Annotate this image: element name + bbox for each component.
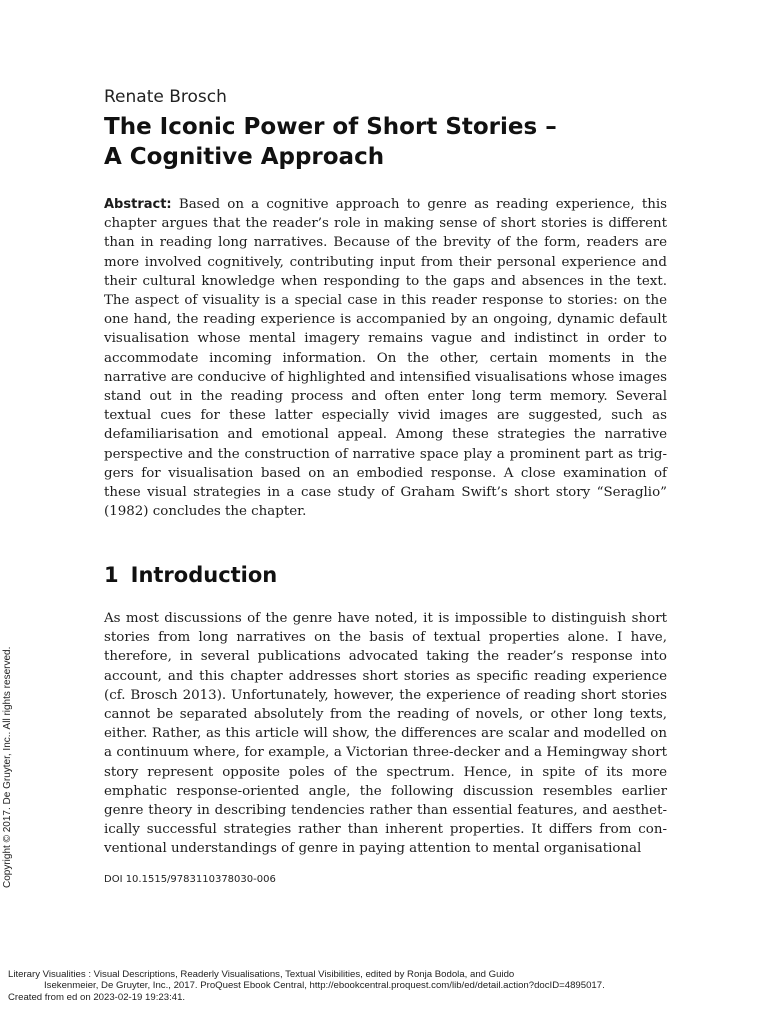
- footer: [8, 969, 758, 1003]
- abstract: [104, 195, 667, 521]
- chapter-title: [104, 112, 664, 172]
- copyright-notice: Copyright © 2017. De Gruyter, Inc.. All rights reserved.: [2, 646, 13, 888]
- footer-line-2: Isekenmeier, De Gruyter, Inc., 2017. ProQuest Ebook Central, http://ebookcentral.proquest.com/lib/ed/detail.action?docID=4895017.: [44, 980, 605, 992]
- author-name: Renate Brosch: [104, 87, 227, 107]
- abstract-text: Based on a cognitive approach to genre as reading experience, this chapter argues that the reader’s role in making sense of short stories is different than in reading long narratives. Because of the brevity of the form, readers are more involved cognitively, contributing input from their personal experience and their cultural knowledge when responding to the gaps and absences in the text. The aspect of visuality is a special case in this reader response to stories: on the one hand, the reading experience is accompanied by an ongoing, dynamic default visualisation whose mental imagery remains vague and indistinct in order to accommodate incoming information. On the other, certain moments in the narrative are conducive of highlighted and intensified visualisations whose images stand out in the reading process and often enter long term memory. Several textual cues for these latter especially vivid images are suggested, such as defamiliarisation and emotional appeal. Among these strategies the narrative perspective and the construction of narrative space play a prominent part as triggers for visualisation based on an embodied response. A close examination of these visual strategies in a case study of Graham Swift’s short story “Seraglio” (1982) concludes the chapter.: [104, 197, 667, 520]
- doi-line: DOI 10.1515/9783110378030-006: [104, 874, 276, 885]
- abstract-label: Abstract:: [104, 197, 172, 212]
- body-paragraph: As most discussions of the genre have noted, it is impossible to distinguish short stories from long narratives on the basis of textual properties alone. I have, therefore, in several publications advocated taking the reader’s response into account, and this chapter addresses short stories as specific reading experience (cf. Brosch 2013). Unfortunately, however, the experience of reading short stories cannot be separated absolutely from the reading of novels, or other long texts, either. Rather, as this article will show, the differences are scalar and modelled on a continuum where, for example, a Victorian three-decker and a Hemingway short story represent opposite poles of the spectrum. Hence, in spite of its more emphatic response-oriented angle, the following discussion resembles earlier genre theory in describing tendencies rather than essential features, and aesthetically successful strategies rather than inherent properties. It differs from conventional understandings of genre in paying attention to mental organisational: [104, 611, 667, 857]
- section-title: Introduction: [130, 563, 278, 587]
- title-line-2: A Cognitive Approach: [104, 144, 385, 170]
- footer-line-1: Literary Visualities : Visual Descriptions, Readerly Visualisations, Textual Visibilities, edited by Ronja Bodola, and Guido: [8, 969, 515, 980]
- section-heading: [104, 563, 277, 587]
- title-line-1: The Iconic Power of Short Stories –: [104, 114, 557, 140]
- section-number: 1: [104, 563, 119, 587]
- footer-line-3: Created from ed on 2023-02-19 19:23:41.: [8, 991, 186, 1003]
